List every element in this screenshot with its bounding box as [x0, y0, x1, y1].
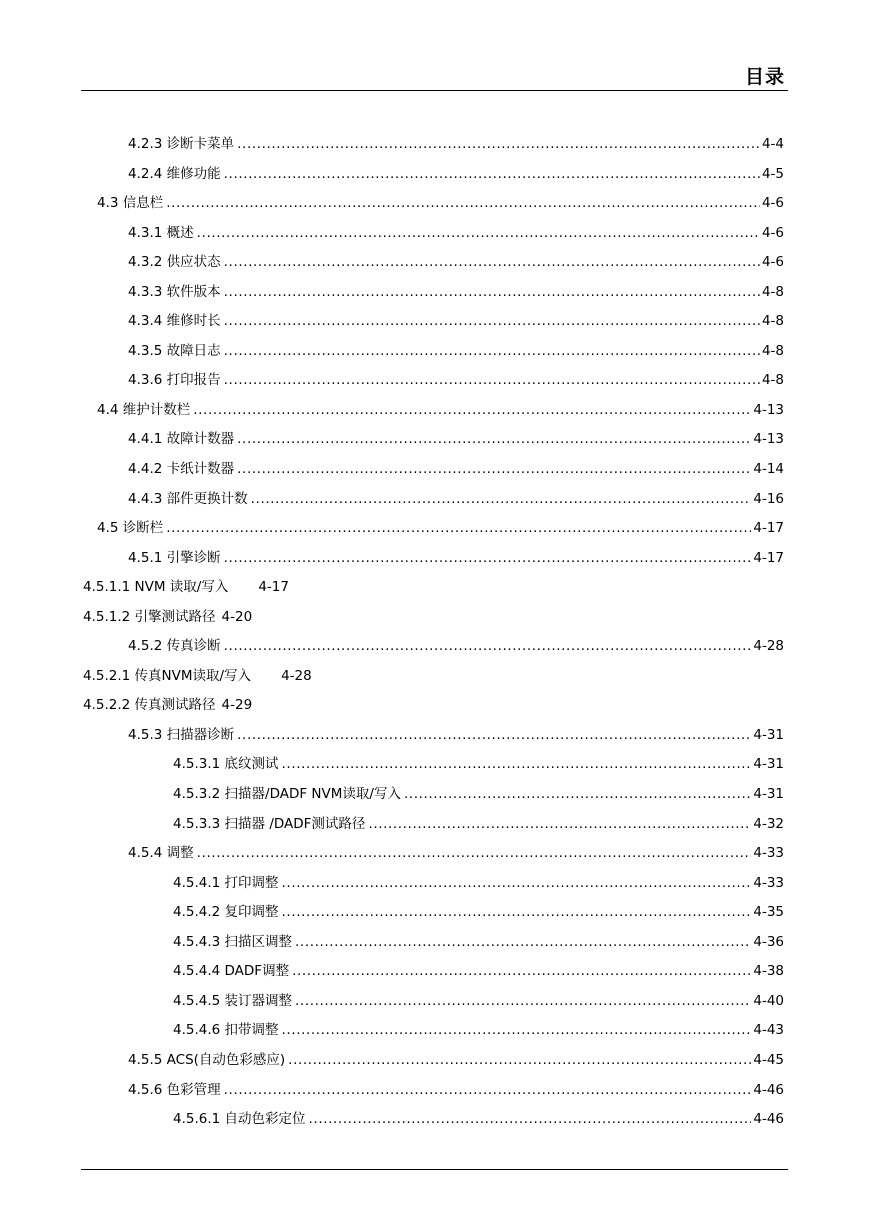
toc-page-number: 4-32 — [753, 815, 784, 832]
toc-entry[interactable] — [0, 898, 784, 928]
toc-entry[interactable] — [0, 189, 784, 219]
toc-entry-title: 4.5.3.2 扫描器/DADF NVM读取/写入 — [173, 786, 401, 803]
toc-entry-title: 4.5.2.2 传真测试路径 — [83, 697, 216, 714]
dot-leader — [166, 514, 751, 544]
toc-entry[interactable] — [0, 248, 784, 278]
toc-entry-title: 4.4.1 故障计数器 — [128, 431, 235, 448]
dot-leader — [237, 455, 751, 485]
toc-entry-title: 4.5.4.1 打印调整 — [173, 874, 279, 891]
toc-page-number: 4-20 — [221, 608, 253, 625]
dot-leader — [237, 425, 751, 455]
toc-entry[interactable] — [0, 957, 784, 987]
toc-entry-title: 4.4.3 部件更换计数 — [128, 490, 248, 507]
toc-page-number: 4-13 — [753, 401, 784, 418]
toc-entry-title: 4.5.4.5 装订器调整 — [173, 992, 293, 1009]
toc-entry[interactable] — [0, 869, 784, 899]
toc-page-number: 4-17 — [753, 520, 784, 537]
toc-entry[interactable] — [0, 573, 869, 603]
toc-page-number: 4-28 — [753, 638, 784, 655]
toc-page-number: 4-4 — [761, 136, 784, 152]
toc-entry-title: 4.3.3 软件版本 — [128, 283, 221, 300]
toc-entry[interactable] — [0, 130, 784, 160]
toc-entry-title: 4.5.6 色彩管理 — [128, 1081, 221, 1098]
dot-leader — [292, 957, 751, 987]
toc-entry-title: 4.5.1 引擎诊断 — [128, 549, 221, 566]
dot-leader — [197, 219, 760, 249]
toc-entry-title: 4.5.1.1 NVM 读取/写入 — [83, 579, 229, 596]
dot-leader — [224, 278, 760, 308]
toc-page-number: 4-28 — [281, 667, 312, 684]
toc-entry[interactable] — [0, 928, 784, 958]
toc-entry[interactable] — [0, 1046, 784, 1076]
toc-entry-title: 4.3.4 维修时长 — [128, 313, 221, 330]
dot-leader — [166, 189, 760, 219]
toc-entry-title: 4.5.3.1 底纹测试 — [173, 756, 279, 773]
toc-entry[interactable] — [0, 307, 784, 337]
toc-page-number: 4-6 — [761, 195, 784, 212]
toc-entry[interactable] — [0, 662, 869, 692]
toc-page-number: 4-17 — [753, 549, 784, 566]
dot-leader — [224, 160, 760, 190]
toc-page-number: 4-31 — [753, 726, 784, 743]
toc-page-number: 4-17 — [258, 579, 289, 596]
toc-entry[interactable] — [0, 160, 784, 190]
toc-entry[interactable] — [0, 278, 784, 308]
dot-leader — [197, 839, 752, 869]
toc-entry[interactable] — [0, 780, 784, 810]
toc-entry-title: 4.5.4.2 复印调整 — [173, 904, 279, 921]
toc-page-number: 4-43 — [753, 1022, 784, 1039]
dot-leader — [224, 632, 752, 662]
dot-leader — [282, 869, 752, 899]
toc-entry-title: 4.2.3 诊断卡菜单 — [128, 136, 235, 152]
dot-leader — [282, 750, 752, 780]
toc-entry[interactable] — [0, 691, 869, 721]
toc-page-number: 4-33 — [753, 874, 784, 891]
toc-entry[interactable] — [0, 1105, 784, 1135]
dot-leader — [295, 987, 751, 1017]
toc-entry-title: 4.5.2 传真诊断 — [128, 638, 221, 655]
toc-entry-title: 4.4 维护计数栏 — [97, 401, 191, 418]
toc-page-number: 4-8 — [761, 283, 784, 300]
toc-entry-title: 4.3.6 打印报告 — [128, 372, 221, 389]
page-title: 目录 — [744, 66, 785, 88]
toc-page-number: 4-31 — [753, 756, 784, 773]
toc-entry[interactable] — [0, 810, 784, 840]
toc-entry[interactable] — [0, 219, 784, 249]
toc-page-number: 4-40 — [753, 992, 784, 1009]
dot-leader — [237, 721, 751, 751]
toc-entry-title: 4.2.4 维修功能 — [128, 165, 221, 182]
toc-entry[interactable] — [0, 1076, 784, 1106]
toc-page-number: 4-14 — [753, 461, 784, 478]
toc-entry[interactable] — [0, 455, 784, 485]
dot-leader — [282, 1016, 752, 1046]
dot-leader — [224, 544, 752, 574]
toc-entry[interactable] — [0, 839, 784, 869]
toc-entry[interactable] — [0, 1016, 784, 1046]
toc-entry[interactable] — [0, 632, 784, 662]
toc-entry-title: 4.5.1.2 引擎测试路径 — [83, 608, 216, 625]
toc-entry[interactable] — [0, 425, 784, 455]
toc-entry[interactable] — [0, 337, 784, 367]
dot-leader — [404, 780, 751, 810]
toc-page-number: 4-13 — [753, 431, 784, 448]
dot-leader — [295, 928, 751, 958]
footer-divider — [81, 1169, 788, 1170]
toc-entry-title: 4.5.2.1 传真NVM读取/写入 — [83, 667, 252, 684]
toc-page-number: 4-8 — [761, 372, 784, 389]
toc-entry[interactable] — [0, 485, 784, 515]
toc-page-number: 4-5 — [761, 165, 784, 182]
dot-leader — [224, 307, 760, 337]
toc-entry-title: 4.5.6.1 自动色彩定位 — [173, 1111, 306, 1128]
dot-leader — [224, 248, 760, 278]
toc-entry[interactable] — [0, 396, 784, 426]
dot-leader — [224, 366, 760, 396]
dot-leader — [288, 1046, 751, 1076]
toc-entry-title: 4.3.5 故障日志 — [128, 342, 221, 359]
toc-entry-title: 4.4.2 卡纸计数器 — [128, 461, 235, 478]
toc-entry[interactable] — [0, 544, 784, 574]
toc-entry[interactable] — [0, 366, 784, 396]
toc-page-number: 4-31 — [753, 786, 784, 803]
toc-entry-title: 4.5.4.6 扣带调整 — [173, 1022, 279, 1039]
dot-leader — [309, 1105, 752, 1135]
toc-entry[interactable] — [0, 721, 784, 751]
toc-page-number: 4-6 — [761, 254, 784, 271]
toc-entry-title: 4.3.1 概述 — [128, 224, 194, 241]
toc-page-number: 4-35 — [753, 904, 784, 921]
toc-entry-title: 4.3 信息栏 — [97, 195, 164, 212]
table-of-contents — [0, 130, 869, 1135]
toc-page-number: 4-29 — [221, 697, 253, 714]
toc-page-number: 4-16 — [753, 490, 784, 507]
toc-entry-title: 4.5.3.3 扫描器 /DADF测试路径 — [173, 815, 366, 832]
dot-leader — [237, 130, 760, 160]
toc-page-number: 4-33 — [753, 845, 784, 862]
toc-page-number: 4-46 — [753, 1111, 784, 1128]
dot-leader — [193, 396, 751, 426]
dot-leader — [251, 485, 752, 515]
toc-page-number: 4-8 — [761, 342, 784, 359]
toc-page-number: 4-38 — [753, 963, 784, 980]
toc-page-number: 4-36 — [753, 933, 784, 950]
toc-entry-title: 4.5.4.4 DADF调整 — [173, 963, 290, 980]
dot-leader — [368, 810, 751, 840]
toc-entry-title: 4.5.4 调整 — [128, 845, 194, 862]
toc-entry-title: 4.5.5 ACS(自动色彩感应) — [128, 1051, 286, 1068]
toc-entry-title: 4.5 诊断栏 — [97, 520, 164, 537]
toc-entry[interactable] — [0, 603, 869, 633]
toc-entry-title: 4.5.4.3 扫描区调整 — [173, 933, 293, 950]
dot-leader — [224, 1076, 752, 1106]
toc-entry[interactable] — [0, 987, 784, 1017]
toc-entry-title: 4.3.2 供应状态 — [128, 254, 221, 271]
toc-entry[interactable] — [0, 750, 784, 780]
toc-entry[interactable] — [0, 514, 784, 544]
toc-page-number: 4-8 — [761, 313, 784, 330]
header-divider — [81, 90, 788, 91]
toc-entry-title: 4.5.3 扫描器诊断 — [128, 726, 235, 743]
toc-page-number: 4-45 — [753, 1051, 784, 1068]
toc-page-number: 4-6 — [761, 224, 784, 241]
toc-page-number: 4-46 — [753, 1081, 784, 1098]
dot-leader — [224, 337, 760, 367]
dot-leader — [282, 898, 752, 928]
